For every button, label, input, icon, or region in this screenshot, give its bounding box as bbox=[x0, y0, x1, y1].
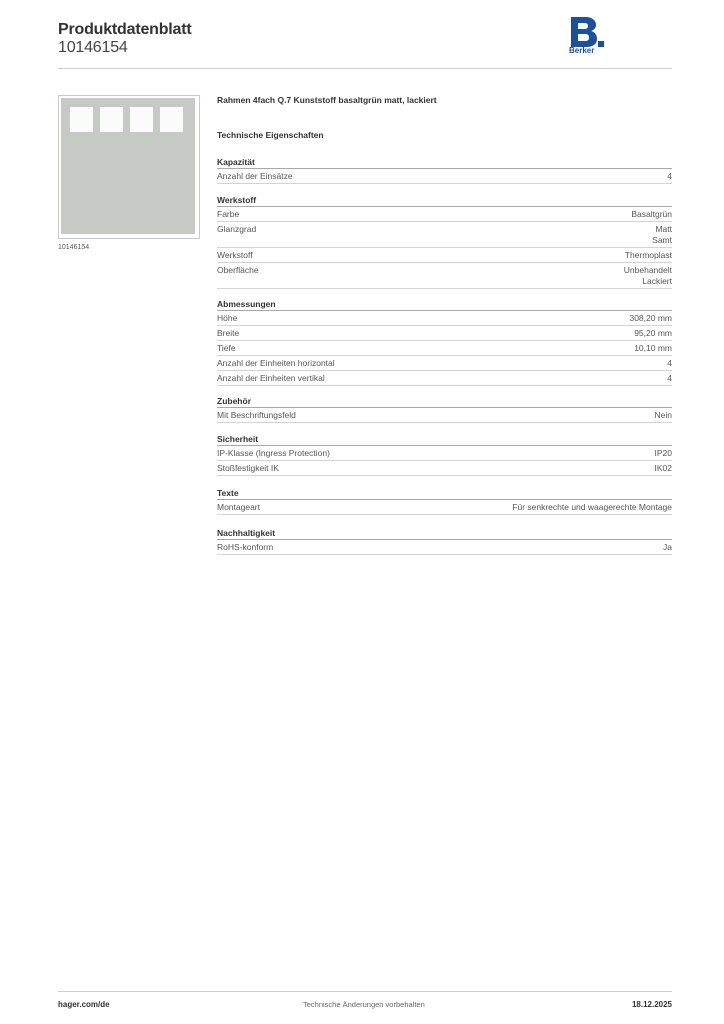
property-label: Stoßfestigkeit IK bbox=[217, 463, 279, 473]
property-label: Werkstoff bbox=[217, 250, 253, 260]
property-value bbox=[667, 358, 672, 369]
section bbox=[217, 487, 672, 515]
property-value-line: IP20 bbox=[654, 448, 672, 458]
section-title: Texte bbox=[217, 487, 672, 500]
section bbox=[217, 527, 672, 555]
property-value bbox=[655, 410, 672, 421]
property-value bbox=[655, 463, 673, 474]
property-label: Mit Beschriftungsfeld bbox=[217, 410, 296, 420]
property-value bbox=[655, 448, 673, 459]
property-value bbox=[663, 542, 672, 553]
berker-logo-text: Berker bbox=[569, 46, 595, 55]
property-value bbox=[667, 373, 672, 384]
property-label: Montageart bbox=[217, 502, 260, 512]
property-value-line: Für senkrechte und waagerechte Montage bbox=[512, 502, 672, 512]
property-label: Anzahl der Einsätze bbox=[217, 171, 293, 181]
image-caption: 10146154 bbox=[58, 244, 90, 251]
section bbox=[217, 298, 672, 386]
property-row bbox=[217, 169, 672, 184]
property-value bbox=[631, 209, 672, 220]
section-title: Sicherheit bbox=[217, 433, 672, 446]
property-row bbox=[217, 222, 672, 248]
property-label: Tiefe bbox=[217, 343, 236, 353]
property-row bbox=[217, 500, 672, 515]
property-value-line: Thermoplast bbox=[624, 250, 672, 260]
page-header bbox=[58, 20, 672, 69]
footer-date: 18.12.2025 bbox=[631, 1000, 672, 1009]
property-value bbox=[667, 171, 672, 182]
property-value-line: 95,20 mm bbox=[634, 328, 672, 338]
property-value-line: Basaltgrün bbox=[631, 209, 672, 219]
footer-website: hager.com/de bbox=[58, 1000, 110, 1009]
property-value-line: 4 bbox=[667, 171, 672, 181]
section-title: Zubehör bbox=[217, 395, 672, 408]
frame-slot bbox=[130, 107, 153, 132]
property-value bbox=[652, 224, 672, 246]
product-image bbox=[58, 95, 200, 239]
property-row bbox=[217, 263, 672, 289]
section-title: Werkstoff bbox=[217, 194, 672, 207]
property-value-line: Lackiert bbox=[642, 276, 672, 286]
tech-properties-heading: Technische Eigenschaften bbox=[217, 130, 324, 140]
document-number: 10146154 bbox=[58, 39, 128, 56]
property-value bbox=[634, 343, 672, 354]
section bbox=[217, 433, 672, 476]
property-value bbox=[512, 502, 672, 513]
property-value-line: Samt bbox=[652, 235, 672, 245]
property-label: IP-Klasse (Ingress Protection) bbox=[217, 448, 330, 458]
property-row bbox=[217, 311, 672, 326]
property-value-line: 10,10 mm bbox=[634, 343, 672, 353]
property-value-line: Ja bbox=[663, 542, 672, 552]
page-footer bbox=[58, 991, 672, 1012]
section-title: Kapazität bbox=[217, 156, 672, 169]
frame-slot bbox=[160, 107, 183, 132]
section bbox=[217, 395, 672, 423]
property-row bbox=[217, 461, 672, 476]
property-value-line: 308,20 mm bbox=[629, 313, 672, 323]
property-label: Anzahl der Einheiten vertikal bbox=[217, 373, 325, 383]
document-title: Produktdatenblatt bbox=[58, 21, 192, 38]
footer-disclaimer: Technische Änderungen vorbehalten bbox=[303, 1000, 425, 1009]
property-value bbox=[624, 265, 672, 287]
frame-slot bbox=[70, 107, 93, 132]
property-label: Anzahl der Einheiten horizontal bbox=[217, 358, 335, 368]
property-label: RoHS-konform bbox=[217, 542, 274, 552]
property-row bbox=[217, 408, 672, 423]
property-value-line: Matt bbox=[655, 224, 672, 234]
property-row bbox=[217, 446, 672, 461]
section-title: Nachhaltigkeit bbox=[217, 527, 672, 540]
property-label: Höhe bbox=[217, 313, 238, 323]
property-value bbox=[625, 250, 672, 261]
section bbox=[217, 156, 672, 184]
property-row bbox=[217, 341, 672, 356]
property-value-line: 4 bbox=[667, 373, 672, 383]
property-value bbox=[629, 313, 672, 324]
section-title: Abmessungen bbox=[217, 298, 672, 311]
property-label: Oberfläche bbox=[217, 265, 259, 275]
property-value-line: IK02 bbox=[654, 463, 672, 473]
property-label: Glanzgrad bbox=[217, 224, 257, 234]
property-value-line: Nein bbox=[654, 410, 672, 420]
property-row bbox=[217, 540, 672, 555]
property-value-line: 4 bbox=[667, 358, 672, 368]
property-row bbox=[217, 326, 672, 341]
product-name: Rahmen 4fach Q.7 Kunststoff basaltgrün matt, lackiert bbox=[217, 95, 437, 105]
property-row bbox=[217, 356, 672, 371]
property-row bbox=[217, 248, 672, 263]
property-value-line: Unbehandelt bbox=[623, 265, 672, 275]
frame-illustration bbox=[61, 98, 195, 234]
property-label: Farbe bbox=[217, 209, 240, 219]
property-label: Breite bbox=[217, 328, 240, 338]
frame-slot bbox=[100, 107, 123, 132]
property-row bbox=[217, 207, 672, 222]
property-value bbox=[634, 328, 672, 339]
section bbox=[217, 194, 672, 289]
property-row bbox=[217, 371, 672, 386]
